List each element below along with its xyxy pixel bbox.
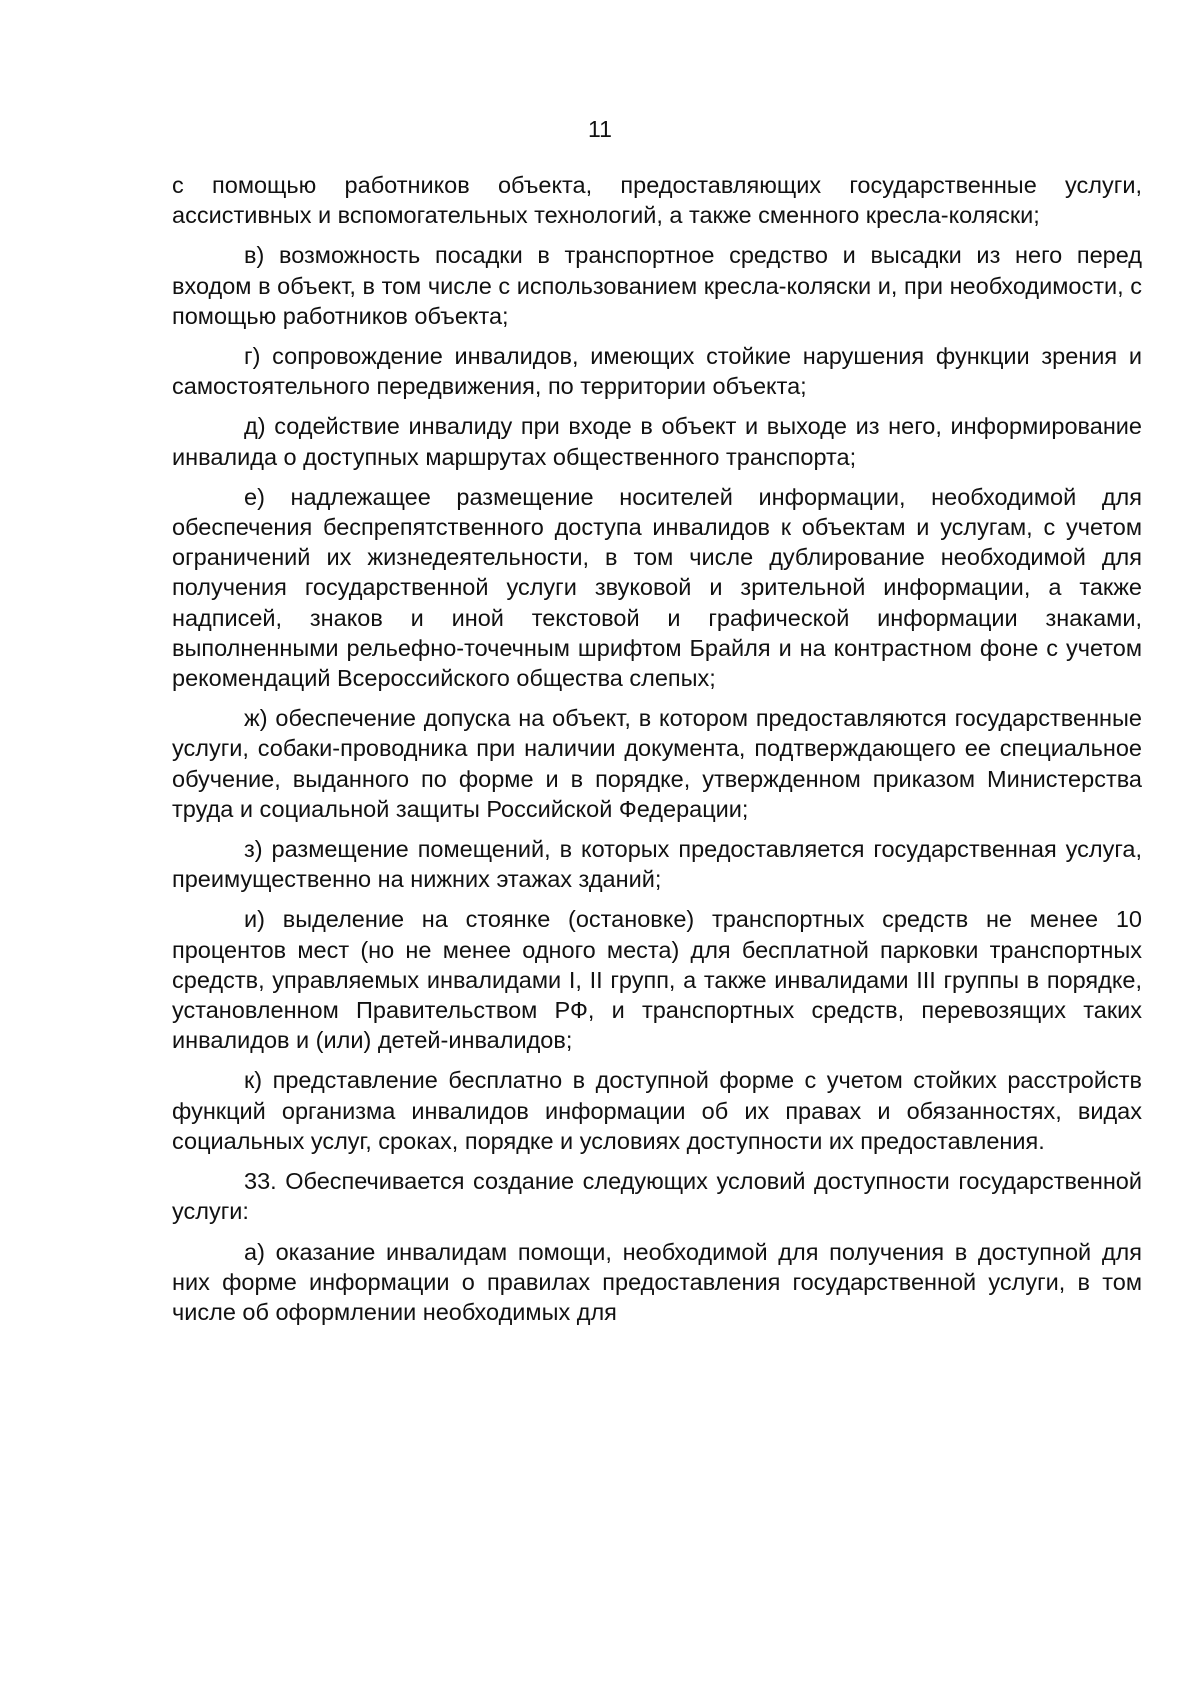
paragraph-item-a: а) оказание инвалидам помощи, необходимой для получения в доступной для них форме информации о правилах предоставления государственной услуги, в том числе об оформлении необходимых для [172, 1238, 1142, 1325]
paragraph-item-z: з) размещение помещений, в которых предоставляется государственная услуга, преимущественно на нижних этажах зданий; [172, 836, 1142, 893]
paragraph-item-k: к) представление бесплатно в доступной форме с учетом стойких расстройств функций организма инвалидов информации об их правах и обязанностях, видах социальных услуг, сроках, порядке и условиях доступности их предоставления. [172, 1067, 1142, 1154]
paragraph-item-v: в) возможность посадки в транспортное средство и высадки из него перед входом в объект, в том числе с использованием кресла-коляски и, при необходимости, с помощью работников объекта; [172, 242, 1142, 329]
paragraph-item-e: е) надлежащее размещение носителей информации, необходимой для обеспечения беспрепятственного доступа инвалидов к объектам и услугам, с учетом ограничений их жизнедеятельности, в том числе дублирование необходимой для получения государственной услуги звуковой и зрительной информации, а также надписей, знаков и иной текстовой и графической информации знаками, выполненными рельефно-точечным шрифтом Брайля и на контрастном фоне с учетом рекомендаций Всероссийского общества слепых; [172, 483, 1142, 692]
paragraph-section-33: 33. Обеспечивается создание следующих условий доступности государственной услуги: [172, 1168, 1142, 1225]
paragraph-item-i: и) выделение на стоянке (остановке) транспортных средств не менее 10 процентов мест (но не менее одного места) для бесплатной парковки транспортных средств, управляемых инвалидами I, II групп, а также инвалидами III группы в порядке, установленном Правительством РФ, и транспортных средств, перевозящих таких инвалидов и (или) детей-инвалидов; [172, 906, 1142, 1054]
paragraph-continued: с помощью работников объекта, предоставляющих государственные услуги, ассистивных и вспомогательных технологий, а также сменного кресла-коляски; [172, 172, 1142, 229]
document-body [172, 170, 1142, 1337]
paragraph-item-g: г) сопровождение инвалидов, имеющих стойкие нарушения функции зрения и самостоятельного передвижения, по территории объекта; [172, 343, 1142, 400]
page-number: 11 [588, 116, 612, 142]
paragraph-item-zh: ж) обеспечение допуска на объект, в котором предоставляются государственные услуги, собаки-проводника при наличии документа, подтверждающего ее специальное обучение, выданного по форме и в порядке, утвержденном приказом Министерства труда и социальной защиты Российской Федерации; [172, 705, 1142, 822]
paragraph-item-d: д) содействие инвалиду при входе в объект и выходе из него, информирование инвалида о доступных маршрутах общественного транспорта; [172, 413, 1142, 470]
